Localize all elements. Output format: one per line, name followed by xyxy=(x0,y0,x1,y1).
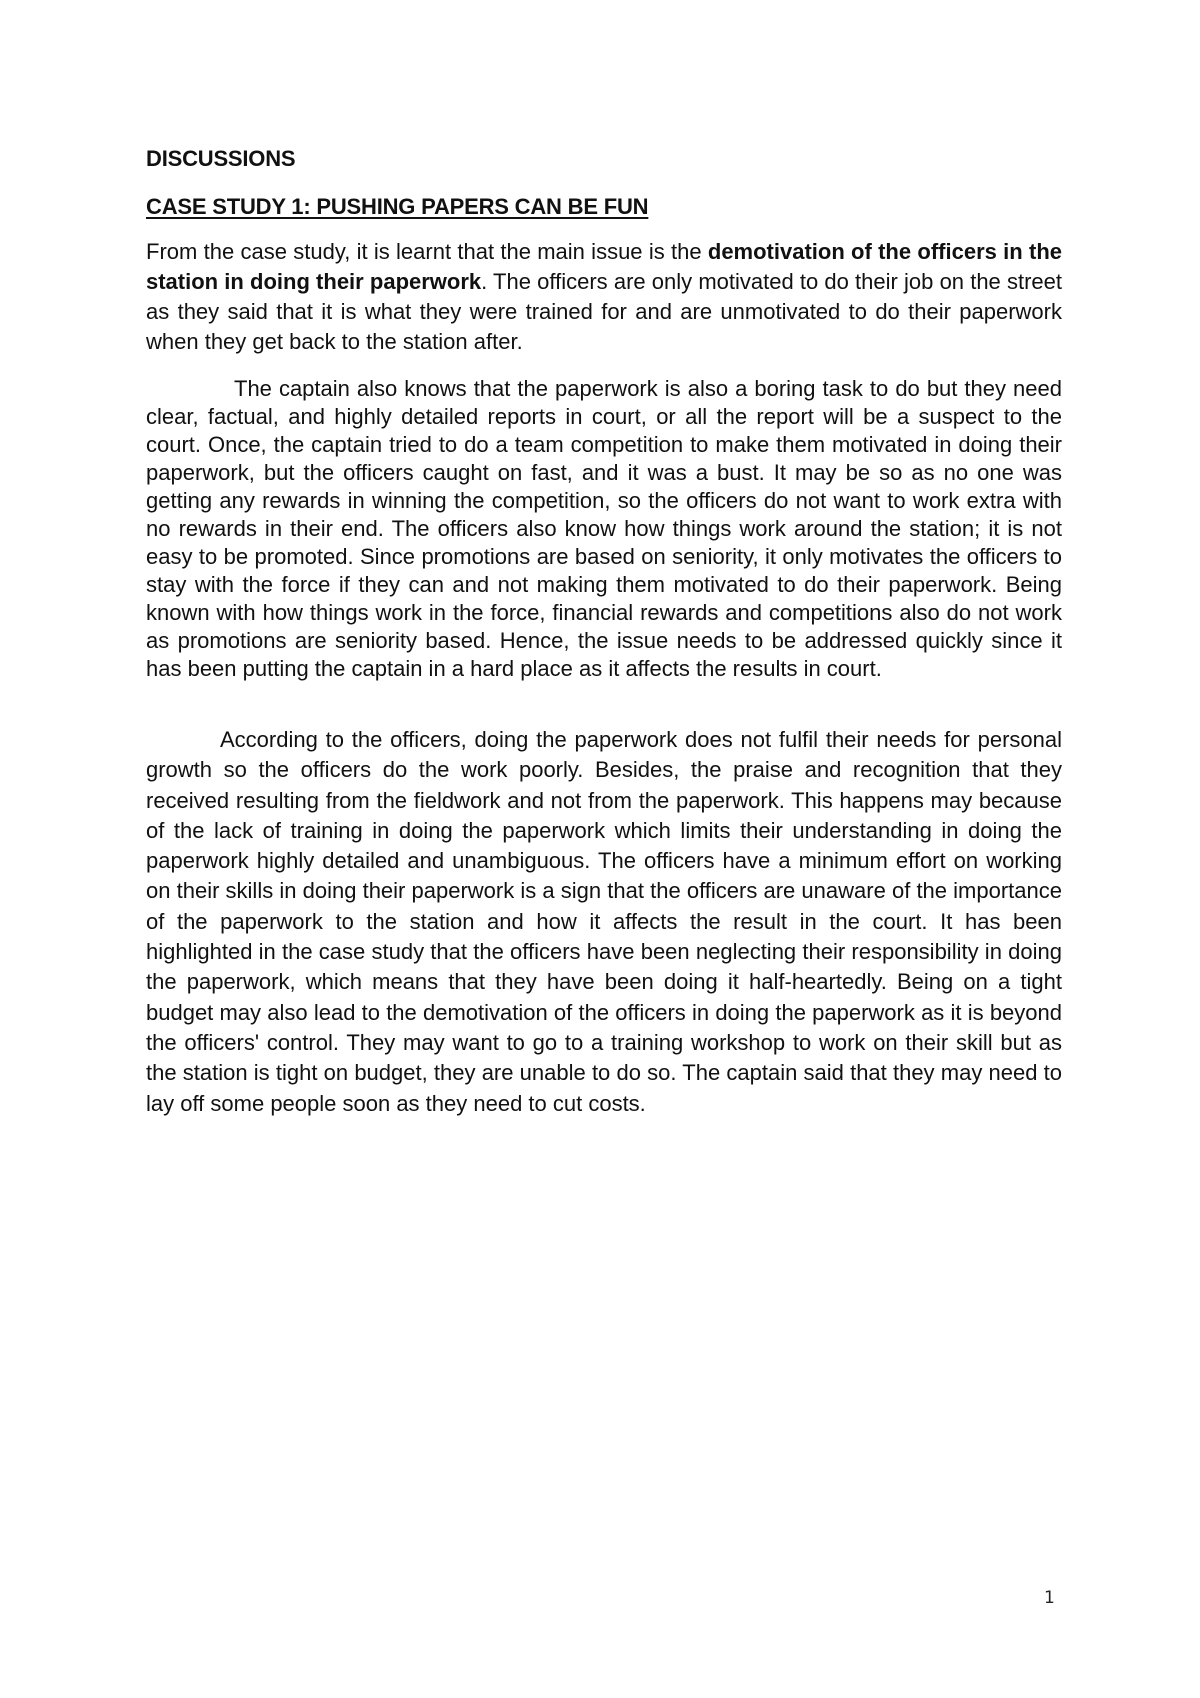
section-heading: DISCUSSIONS xyxy=(146,146,296,171)
paragraph-2: The captain also knows that the paperwork is also a boring task to do but they need clear, factual, and highly detailed reports in court, or all the report will be a suspect to the court. Once, the captain tried to do a team competition to make them motivated in doing their paperwork, but the officers caught on fast, and it was a bust. It may be so as no one was getting any rewards in winning the competition, so the officers do not want to work extra with no rewards in their end. The officers also know how things work around the station; it is not easy to be promoted. Since promotions are based on seniority, it only motivates the officers to stay with the force if they can and not making them motivated to do their paperwork. Being known with how things work in the force, financial rewards and competitions also do not work as promotions are seniority based. Hence, the issue needs to be addressed quickly since it has been putting the captain in a hard place as it affects the results in court. xyxy=(146,376,1062,681)
paragraph-1-bold-issue: demotivation of the officers in the station in doing their paperwork xyxy=(146,239,1062,294)
paragraph-3: According to the officers, doing the paperwork does not fulfil their needs for personal growth so the officers do the work poorly. Besides, the praise and recognition that they received resulting from the fieldwork and not from the paperwork. This happens may because of the lack of training in doing the paperwork which limits their understanding in doing the paperwork highly detailed and unambiguous. The officers have a minimum effort on working on their skills in doing their paperwork is a sign that the officers are unaware of the importance of the paperwork to the station and how it affects the result in the court. It has been highlighted in the case study that the officers have been neglecting their responsibility in doing the paperwork, which means that they have been doing it half-heartedly. Being on a tight budget may also lead to the demotivation of the officers in doing the paperwork as it is beyond the officers' control. They may want to go to a training workshop to work on their skill but as the station is tight on budget, they are unable to do so. The captain said that they may need to lay off some people soon as they need to cut costs. xyxy=(146,727,1062,1116)
page-number: 1 xyxy=(1044,1588,1055,1608)
paragraph-1 xyxy=(146,237,1062,357)
case-study-title: CASE STUDY 1: PUSHING PAPERS CAN BE FUN xyxy=(146,194,649,219)
document-page xyxy=(146,0,1062,1698)
paragraph-1-rest: . The officers are only motivated to do their job on the street as they said that it is what they were trained for and are unmotivated to do their paperwork when they get back to the station after. xyxy=(146,269,1062,354)
paragraph-1-lead: From the case study, it is learnt that the main issue is the xyxy=(146,239,708,264)
